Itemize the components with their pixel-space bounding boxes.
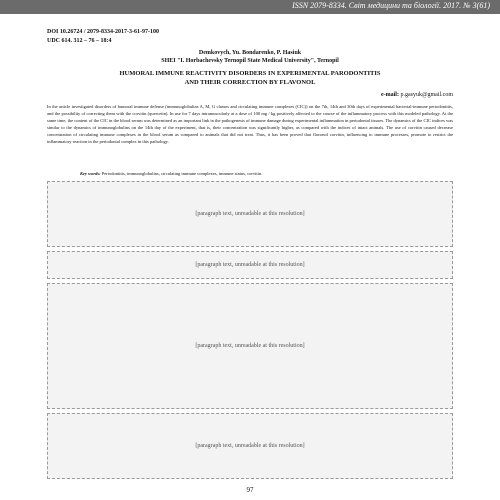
keywords-label: Key words: <box>80 171 101 176</box>
author-names: Demkovych, Yu. Bondarenko, P. Hasiuk <box>198 50 302 56</box>
title-line-2: AND THEIR CORRECTION BY FLAVONOL <box>184 79 316 86</box>
abstract: In the article investigated disorders of humoral immune defense (immunoglobulins A, M, G classes and circulating immune complexes (CIC)) on the 7th, 14th and 30th days of experimental bacterial-immune periodontitis, and the possibility of correcting them with the corvitin (quercetin). In use for 7 days intramuscularly at a dose of 100 mg / kg positively affected to the course of the inflammatory process with this modeled pathology. At the same time, the content of the CIC in the blood serum was determined as an important link in the pathogenesis of immune damage during experimental inflammation in periodontal tissues. The dynamics of the CIC indices was similar to the dynamics of immunoglobulins on the 14th day of the experiment, that is, their concentration was significantly higher, as compared with the indices of intact animals. The use of corvitin caused decrease concentration of circulating immune complexes in the blood serum as compared to animals that did not treat. Thus, it has been proved that flavonol corvitin, influencing to immune processes, promote to restrict the inflammatory reaction in the periodontal complex in this pathology. <box>47 104 453 144</box>
page-number: 97 <box>246 486 254 494</box>
email-label: e-mail: <box>380 92 399 98</box>
authors-block <box>0 49 500 65</box>
title-line-1: HUMORAL IMMUNE REACTIVITY DISORDERS IN EXPERIMENTAL PARODONTITIS <box>119 70 381 77</box>
udc-line: UDC 614. 312 – 76 – 18:4 <box>47 38 112 44</box>
article-title <box>0 69 500 87</box>
author-affiliation: SHEI "I. Horbachevsky Ternopil State Medical University", Ternopil <box>161 58 339 64</box>
aim-placeholder: [paragraph text, unreadable at this resolution] <box>47 251 453 279</box>
journal-banner <box>0 0 500 14</box>
keywords <box>80 170 453 177</box>
results-placeholder: [paragraph text, unreadable at this resolution] <box>47 413 453 479</box>
keywords-text: Periodontitis, immunoglobulins, circulating immune complexes, immune status, corvitin. <box>101 171 263 176</box>
introduction-placeholder: [paragraph text, unreadable at this resolution] <box>47 181 453 247</box>
email-address: p.gasyuk@gmail.com <box>400 92 453 98</box>
journal-banner-text: ISSN 2079-8334. Світ медицини та біології. 2017. № 3(61) <box>292 1 490 10</box>
article-identifiers <box>47 28 159 46</box>
methods-placeholder: [paragraph text, unreadable at this resolution] <box>47 283 453 409</box>
doi-line: DOI 10.26724 / 2079-8334-2017-3-61-97-100 <box>47 29 159 35</box>
contact-email <box>381 92 453 98</box>
